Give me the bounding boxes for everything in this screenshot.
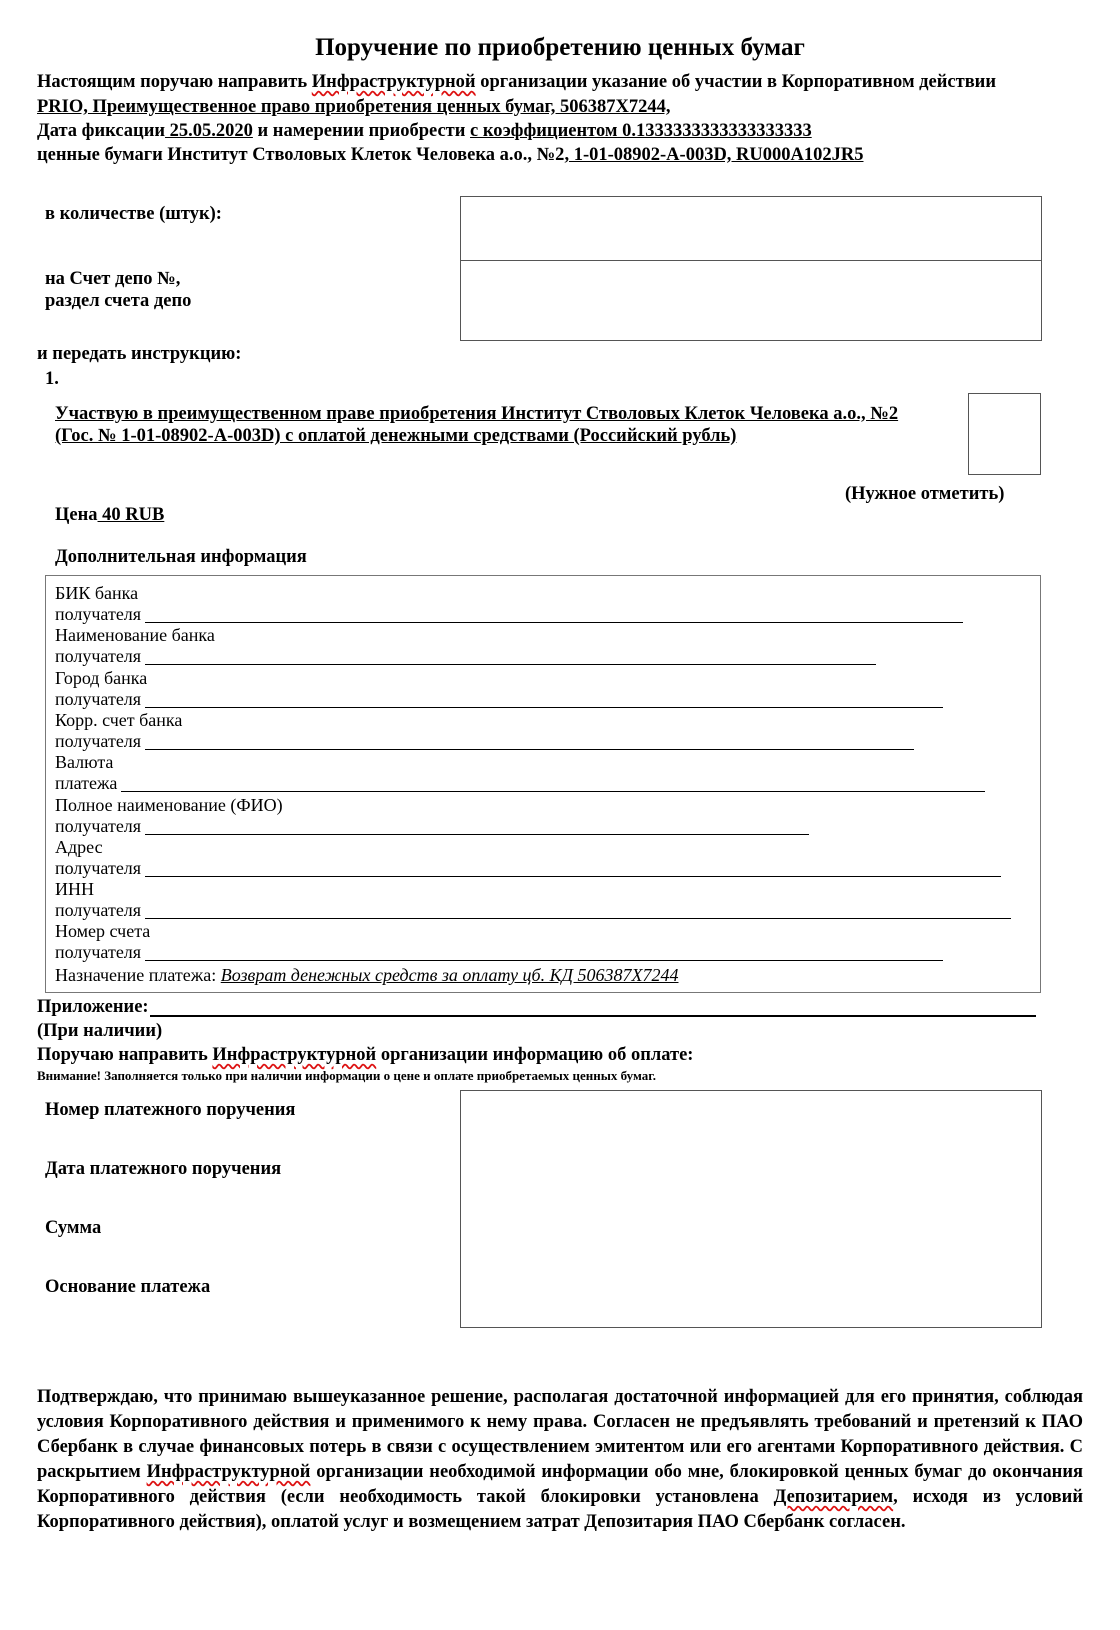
mark-note: (Нужное отметить) — [845, 484, 1005, 504]
depo-section-label: раздел счета депо — [45, 291, 192, 311]
document-title: Поручение по приобретению ценных бумаг — [315, 34, 805, 61]
info-row-label: ИНН — [55, 879, 94, 900]
quantity-field[interactable] — [460, 196, 1042, 262]
header-line-2: PRIO, Преимущественное право приобретения ценных бумаг, 506387X7244, — [37, 97, 671, 117]
payment-field-label: Сумма — [45, 1218, 102, 1238]
header-line-1-org: Инфраструктурной — [311, 72, 476, 92]
payment-instruction-pre: Поручаю направить — [37, 1045, 213, 1065]
record-date-label: Дата фиксации — [37, 121, 166, 141]
confirmation-part-2: организации необходимой информации обо мне, блокировкой ценных бумаг до окончания Корпоративного действия (если необходимость такой блокировки установлена — [37, 1462, 1084, 1507]
info-row-sublabel: получателя — [55, 815, 142, 836]
record-date-value: 25.05.2020 — [165, 121, 253, 141]
instruction-number: 1. — [45, 369, 59, 389]
price-line — [55, 504, 164, 527]
header-line-1-pre: Настоящим поручаю направить — [37, 72, 312, 92]
confirmation-part-3: , исходя из условий Корпоративного действия), оплатой услуг и возмещением затрат Депозитария ПАО Сбербанк согласен. — [37, 1487, 1083, 1532]
info-row-input-line[interactable] — [145, 918, 1011, 919]
info-row-input-line[interactable] — [145, 876, 1001, 877]
info-row-label: Наименование банка — [55, 625, 215, 646]
info-row-label: Город банка — [55, 667, 148, 688]
confirmation-part-1: Подтверждаю, что принимаю вышеуказанное решение, располагая достаточной информацией для его принятия, соблюдая условия Корпоративного действия и применимого к нему права. Согласен не предъявлять требований и претензий к ПАО Сбербанк в случае финансовых потерь в связи с осуществлением эмитентом или его агентами Корпоративного действия. С раскрытием — [37, 1387, 1083, 1482]
price-value: 40 RUB — [97, 505, 165, 525]
coefficient-value: с коэффициентом 0.1333333333333333333 — [470, 121, 812, 141]
info-row-label: Адрес — [55, 836, 103, 857]
info-row-sublabel: получателя — [55, 730, 142, 751]
attachment-label: Приложение: — [37, 997, 149, 1017]
info-row-sublabel: получателя — [55, 646, 142, 667]
info-row-input-line[interactable] — [145, 664, 876, 665]
confirmation-paragraph — [37, 1385, 1083, 1535]
payment-field[interactable] — [460, 1149, 1042, 1209]
header-line-3-mid: и намерении приобрести — [252, 121, 471, 141]
info-row-sublabel: получателя — [55, 900, 142, 921]
security-name: ценные бумаги Институт Стволовых Клеток Человека а.о., №2 — [37, 145, 565, 165]
confirmation-org: Инфраструктурной — [146, 1462, 311, 1482]
info-row-input-line[interactable] — [145, 834, 809, 835]
header-line-3 — [37, 121, 812, 142]
payment-field[interactable] — [460, 1208, 1042, 1268]
payment-purpose-label: Назначение платежа: — [55, 965, 221, 985]
depo-account-field[interactable] — [460, 260, 1042, 341]
info-row-label: Полное наименование (ФИО) — [55, 794, 283, 815]
header-line-1-post: организации указание об участии в Корпоративном действии — [475, 72, 997, 92]
payment-field-label: Дата платежного поручения — [45, 1159, 282, 1179]
payment-purpose-value: Возврат денежных средств за оплату цб. КД 506387X7244 — [220, 965, 679, 985]
payment-field[interactable] — [460, 1090, 1042, 1151]
info-row-input-line[interactable] — [145, 622, 963, 623]
header-line-4 — [37, 145, 864, 166]
security-codes: , 1-01-08902-A-003D, RU000A102JR5 — [564, 145, 864, 165]
attachment-line[interactable] — [150, 1015, 1036, 1017]
info-row-input-line[interactable] — [145, 960, 943, 961]
info-row-label: Корр. счет банка — [55, 709, 183, 730]
header-line-1 — [37, 72, 996, 93]
depo-account-label: на Счет депо №, — [45, 269, 181, 289]
additional-info-heading: Дополнительная информация — [55, 547, 307, 567]
payment-purpose-row — [55, 964, 678, 986]
info-row-input-line[interactable] — [145, 749, 914, 750]
payment-field[interactable] — [460, 1267, 1042, 1328]
attachment-note: (При наличии) — [37, 1021, 163, 1041]
info-row-sublabel: получателя — [55, 857, 142, 878]
info-row-sublabel: платежа — [55, 773, 118, 794]
instruction-intro: и передать инструкцию: — [37, 344, 242, 364]
payment-instruction — [37, 1044, 693, 1067]
info-row-label: Валюта — [55, 752, 114, 773]
info-row-label: Номер счета — [55, 921, 151, 942]
payment-warning: Внимание! Заполняется только при наличии информации о цене и оплате приобретаемых ценных бумаг. — [37, 1068, 656, 1083]
confirmation-depositary: Депозитарием — [773, 1487, 894, 1507]
info-row-sublabel: получателя — [55, 942, 142, 963]
price-label: Цена — [55, 505, 98, 525]
info-row-input-line[interactable] — [121, 791, 985, 792]
info-row-sublabel: получателя — [55, 604, 142, 624]
quantity-label: в количестве (штук): — [45, 204, 222, 224]
payment-field-label: Основание платежа — [45, 1277, 211, 1297]
info-row-input-line[interactable] — [145, 707, 943, 708]
instruction-text-line-1: Участвую в преимущественном праве приобретения Институт Стволовых Клеток Человека а.о., №2 — [55, 404, 899, 424]
payment-field-label: Номер платежного поручения — [45, 1100, 296, 1120]
payment-instruction-org: Инфраструктурной — [212, 1045, 377, 1065]
instruction-checkbox[interactable] — [968, 393, 1041, 475]
info-row-sublabel: получателя — [55, 688, 142, 709]
info-row-label: БИК банка — [55, 583, 139, 603]
payment-instruction-post: организации информацию об оплате: — [376, 1045, 694, 1065]
instruction-text-line-2: (Гос. № 1-01-08902-A-003D) с оплатой денежными средствами (Российский рубль) — [55, 426, 737, 446]
